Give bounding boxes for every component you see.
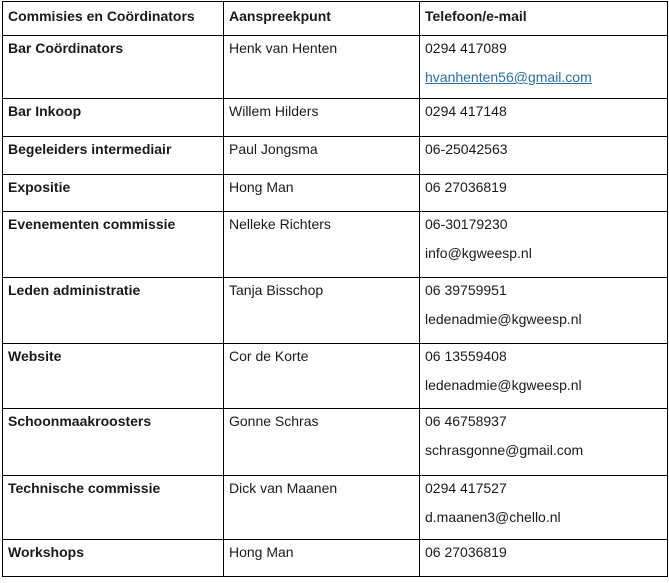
phone-number: 06-30179230 xyxy=(425,216,508,232)
phone-email-cell xyxy=(420,409,668,476)
commission-label: Website xyxy=(8,348,62,364)
contact-cell xyxy=(224,476,420,540)
phone-number: 0294 417089 xyxy=(425,40,507,56)
phone-number: 06 39759951 xyxy=(425,282,507,298)
email-address: ledenadmie@kgweesp.nl xyxy=(425,311,582,327)
commission-cell xyxy=(3,344,224,409)
header-phone-email: Telefoon/e-mail xyxy=(420,2,668,36)
commission-cell xyxy=(3,137,224,175)
contact-name: Hong Man xyxy=(229,544,294,560)
contact-name: Henk van Henten xyxy=(229,40,338,56)
header-contact: Aanspreekpunt xyxy=(224,2,420,36)
phone-email-cell xyxy=(420,540,668,577)
email-link[interactable]: hvanhenten56@gmail.com xyxy=(425,69,592,85)
contact-cell xyxy=(224,36,420,99)
contact-cell xyxy=(224,278,420,344)
contact-name: Gonne Schras xyxy=(229,413,319,429)
table-header-row xyxy=(3,2,668,36)
phone-email-cell xyxy=(420,212,668,278)
phone-email-cell xyxy=(420,137,668,175)
commission-label: Workshops xyxy=(8,544,84,560)
phone-email-cell xyxy=(420,99,668,137)
table-row xyxy=(3,99,668,137)
contact-name: Paul Jongsma xyxy=(229,141,318,157)
table-row xyxy=(3,175,668,212)
commission-label: Technische commissie xyxy=(8,480,161,496)
phone-email-cell xyxy=(420,278,668,344)
table-row xyxy=(3,36,668,99)
commission-label: Begeleiders intermediair xyxy=(8,141,172,157)
commission-cell xyxy=(3,476,224,540)
phone-email-cell xyxy=(420,36,668,99)
phone-email-cell xyxy=(420,344,668,409)
commission-label: Leden administratie xyxy=(8,282,141,298)
phone-email-cell xyxy=(420,175,668,212)
commission-label: Bar Coördinators xyxy=(8,40,124,56)
contacts-table xyxy=(2,1,668,577)
contact-cell xyxy=(224,212,420,278)
contact-name: Nelleke Richters xyxy=(229,216,331,232)
commission-cell xyxy=(3,36,224,99)
email-address: info@kgweesp.nl xyxy=(425,245,532,261)
commission-label: Expositie xyxy=(8,179,71,195)
commission-cell xyxy=(3,409,224,476)
contact-cell xyxy=(224,540,420,577)
contact-cell xyxy=(224,175,420,212)
contact-name: Cor de Korte xyxy=(229,348,309,364)
contact-name: Hong Man xyxy=(229,179,294,195)
email-address: schrasgonne@gmail.com xyxy=(425,442,584,458)
table-row xyxy=(3,212,668,278)
contact-cell xyxy=(224,137,420,175)
contact-name: Willem Hilders xyxy=(229,103,319,119)
table-row xyxy=(3,344,668,409)
commission-label: Bar Inkoop xyxy=(8,103,82,119)
contact-cell xyxy=(224,409,420,476)
phone-number: 06 27036819 xyxy=(425,544,507,560)
contact-name: Tanja Bisschop xyxy=(229,282,324,298)
table-row xyxy=(3,278,668,344)
contact-cell xyxy=(224,344,420,409)
table-row xyxy=(3,409,668,476)
commission-cell xyxy=(3,212,224,278)
phone-number: 0294 417527 xyxy=(425,480,507,496)
contact-cell xyxy=(224,99,420,137)
table-row xyxy=(3,476,668,540)
commission-label: Evenementen commissie xyxy=(8,216,176,232)
phone-email-cell xyxy=(420,476,668,540)
commission-cell xyxy=(3,540,224,577)
phone-number: 0294 417148 xyxy=(425,103,507,119)
phone-number: 06 13559408 xyxy=(425,348,507,364)
header-commission: Commisies en Coördinators xyxy=(3,2,224,36)
phone-number: 06 46758937 xyxy=(425,413,507,429)
phone-number: 06-25042563 xyxy=(425,141,508,157)
contact-name: Dick van Maanen xyxy=(229,480,338,496)
table-row xyxy=(3,137,668,175)
email-address: ledenadmie@kgweesp.nl xyxy=(425,377,582,393)
commission-cell xyxy=(3,175,224,212)
table-row xyxy=(3,540,668,577)
phone-number: 06 27036819 xyxy=(425,179,507,195)
email-address: d.maanen3@chello.nl xyxy=(425,509,561,525)
commission-label: Schoonmaakroosters xyxy=(8,413,152,429)
commission-cell xyxy=(3,278,224,344)
commission-cell xyxy=(3,99,224,137)
